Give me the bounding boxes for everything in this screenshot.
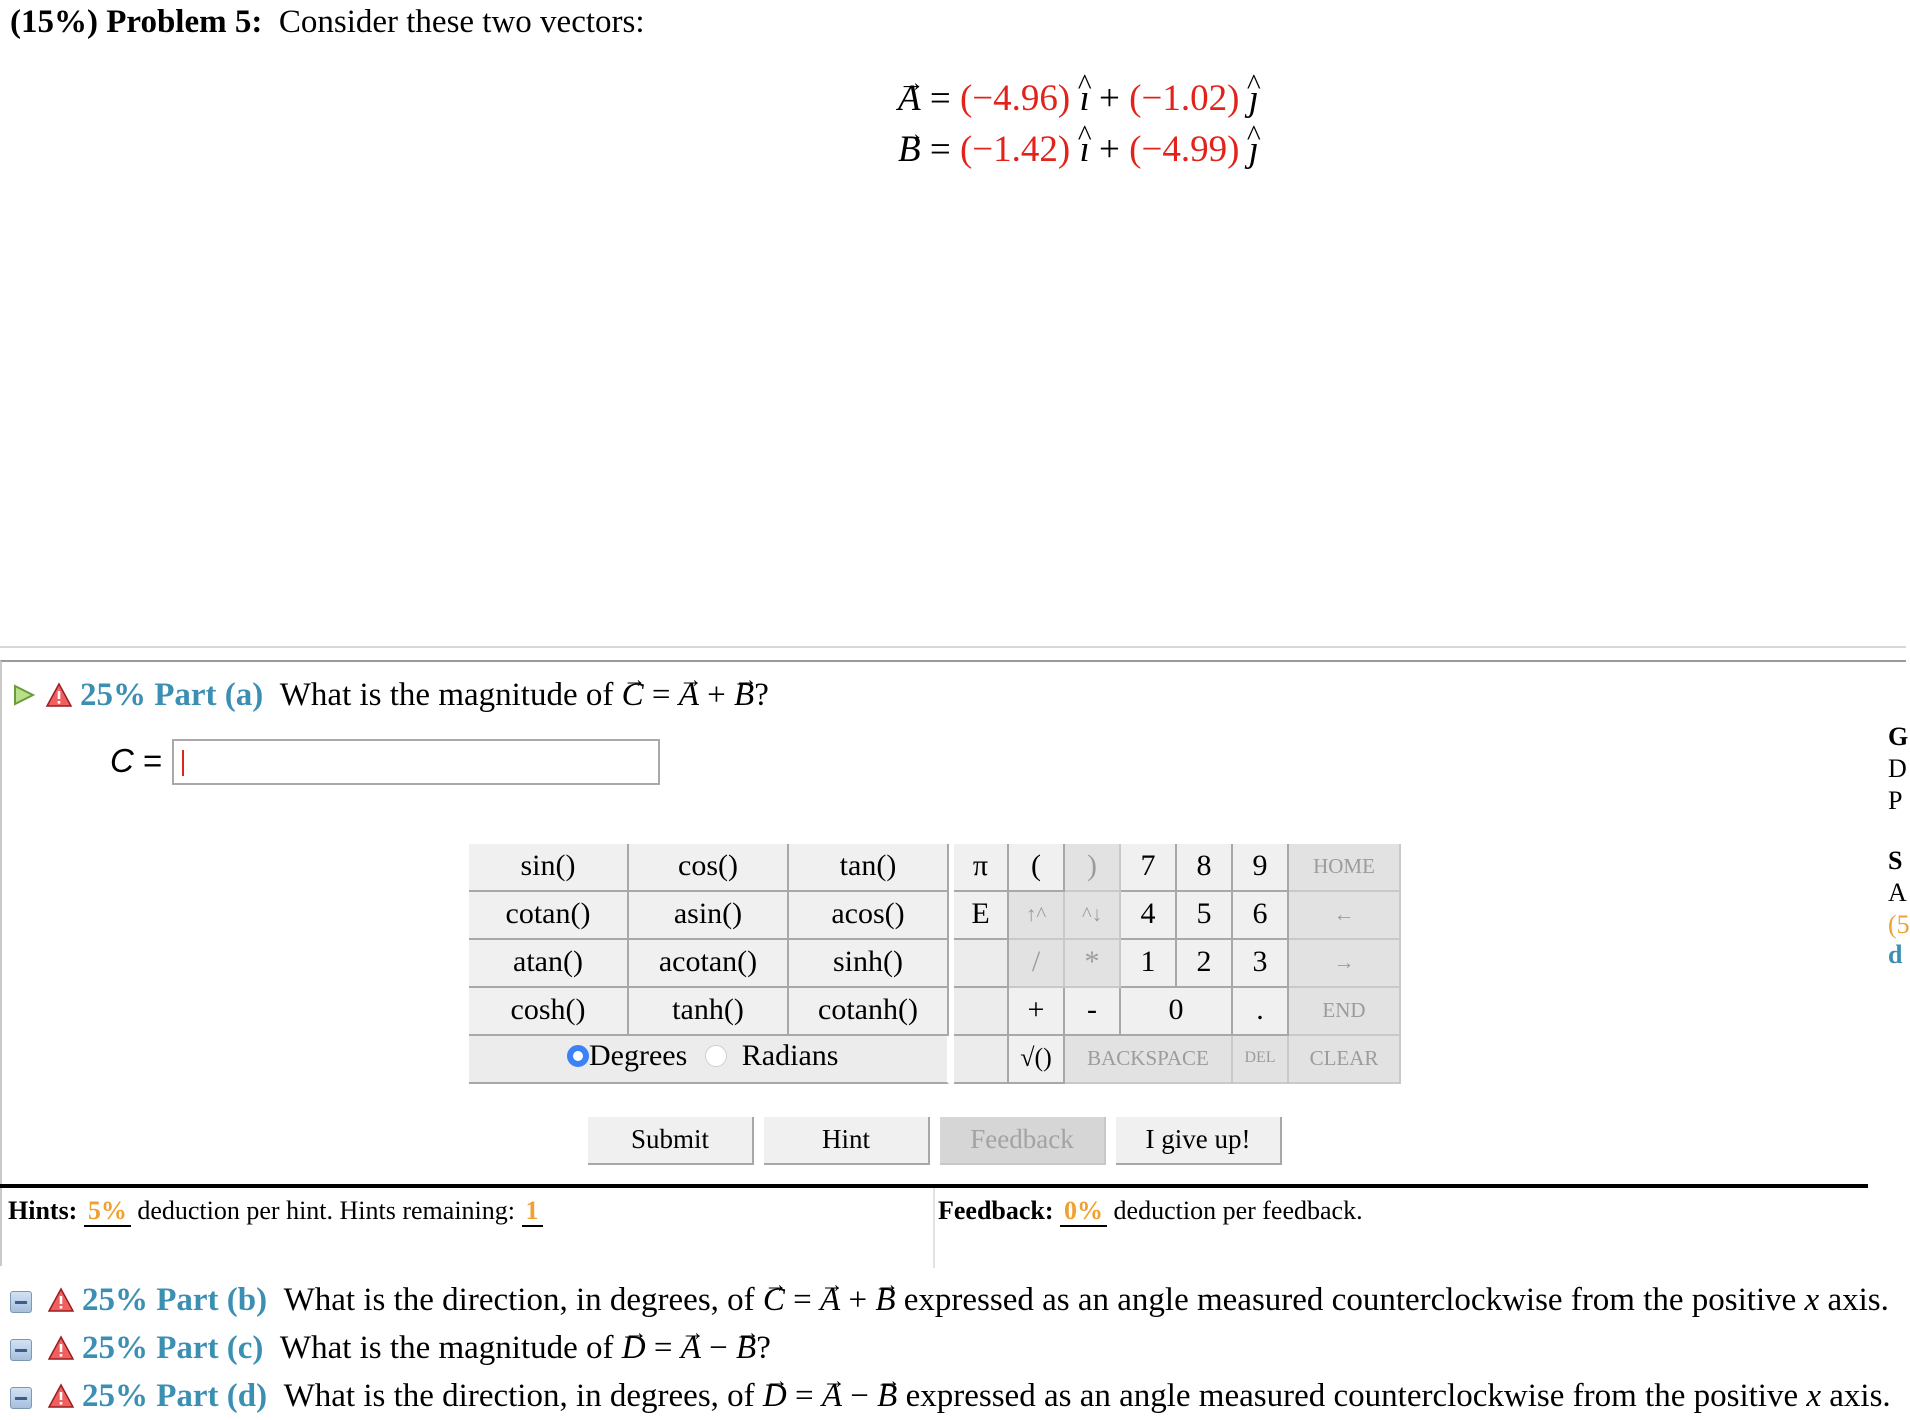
side-panel-text: P [1888,786,1903,815]
part-d-label: Part (d) [156,1378,268,1414]
info-divider [933,1188,935,1268]
open-paren-button[interactable]: ( [1009,844,1065,892]
feedback-deduction: 0% [1060,1197,1107,1227]
degrees-radio[interactable] [567,1045,589,1067]
part-b-row[interactable]: 25% Part (b) What is the direction, in degrees, of → C = → A + → B expressed as an angle measured counterclockwise from the positive x axis. [10,1280,1889,1320]
multiply-button[interactable]: * [1065,940,1121,988]
answer-var: C [110,742,134,779]
side-panel-text: D [1888,754,1907,783]
submit-button[interactable]: Submit [588,1117,754,1165]
problem-title: Problem 5: [106,4,263,40]
part-b-var-a: → A [820,1280,840,1320]
end-button[interactable]: END [1289,988,1401,1036]
part-d-var-a: → A [822,1376,842,1416]
vector-a-symbol: → A [898,74,921,124]
radians-radio[interactable] [705,1045,727,1067]
part-b-percent: 25% [82,1282,148,1318]
feedback-button[interactable]: Feedback [940,1117,1106,1165]
part-d-var-b: → B [877,1376,897,1416]
vector-a-equation: → A = (−4.96) ^ ı + (−1.02) ^ ȷ [898,74,1259,124]
acotan-button[interactable]: acotan() [629,940,789,988]
cosh-button[interactable]: cosh() [469,988,629,1036]
problem-prompt: Consider these two vectors: [278,4,645,40]
home-button[interactable]: HOME [1289,844,1401,892]
digit-3-button[interactable]: 3 [1233,940,1289,988]
part-c-var-b: → B [736,1328,756,1368]
feedback-text: deduction per feedback. [1113,1196,1363,1225]
unit-j-a: ^ ȷ [1249,74,1259,124]
cotanh-button[interactable]: cotanh() [789,988,949,1036]
collapse-icon[interactable] [10,1387,32,1409]
angle-mode-selector [567,1036,838,1076]
hints-label: Hints: [8,1196,78,1225]
part-c-row[interactable]: 25% Part (c) What is the magnitude of → D = → A − → B? [10,1328,771,1368]
hints-remaining: 1 [522,1197,543,1227]
asin-button[interactable]: asin() [629,892,789,940]
vector-b-symbol: → B [898,125,921,175]
superscript-up-button[interactable]: ↑^ [1009,892,1065,940]
vector-a-y: (−1.02) [1129,78,1240,119]
part-c-op: − [709,1330,728,1366]
part-d-row[interactable]: 25% Part (d) What is the direction, in degrees, of → D = → A − → B expressed as an angle measured counterclockwise from the positive x axis. [10,1376,1891,1416]
give-up-button[interactable]: I give up! [1116,1117,1282,1165]
part-b-var-b: → B [875,1280,895,1320]
section-divider [0,646,1906,648]
tanh-button[interactable]: tanh() [629,988,789,1036]
cotan-button[interactable]: cotan() [469,892,629,940]
part-d-question: What is the direction, in degrees, of [283,1378,755,1414]
part-c-var-a: → A [681,1328,701,1368]
answer-label: C = [110,742,163,779]
warning-icon [46,682,72,708]
part-b-op: + [848,1282,868,1318]
part-a-var-c: → C [622,675,644,715]
part-a-qmark: ? [754,677,769,713]
digit-4-button[interactable]: 4 [1121,892,1177,940]
plus-button[interactable]: + [1009,988,1065,1036]
digit-6-button[interactable]: 6 [1233,892,1289,940]
collapse-icon[interactable] [10,1339,32,1361]
hint-deduction: 5% [84,1197,131,1227]
unit-i-b: ^ ı [1080,125,1090,175]
hints-text: deduction per hint. Hints remaining: [137,1196,515,1225]
part-d-percent: 25% [82,1378,148,1414]
part-a-label: Part (a) [154,677,264,713]
sin-button[interactable]: sin() [469,844,629,892]
part-a-var-a: → A [679,675,699,715]
part-b-end: axis. [1827,1282,1889,1318]
part-c-question: What is the magnitude of [279,1330,614,1366]
part-d-end: axis. [1829,1378,1891,1414]
problem-weight: (15%) [10,4,98,40]
hint-button[interactable]: Hint [764,1117,930,1165]
tan-button[interactable]: tan() [789,844,949,892]
clear-button[interactable]: CLEAR [1289,1036,1401,1084]
digit-2-button[interactable]: 2 [1177,940,1233,988]
part-b-axis: x [1804,1282,1820,1318]
part-c-percent: 25% [82,1330,148,1366]
cos-button[interactable]: cos() [629,844,789,892]
digit-0-button[interactable]: 0 [1121,988,1233,1036]
del-button[interactable]: DEL [1233,1036,1289,1084]
part-b-var-c: → C [763,1280,785,1320]
sqrt-button[interactable]: √() [1009,1036,1065,1084]
part-d-op: − [850,1378,869,1414]
part-b-label: Part (b) [156,1282,268,1318]
minus-button[interactable]: - [1065,988,1121,1036]
decimal-point-button[interactable]: . [1233,988,1289,1036]
warning-icon [48,1383,74,1409]
vector-b-y: (−4.99) [1129,129,1240,170]
cursor-left-button[interactable]: ← [1289,892,1401,940]
part-a-var-b: → B [734,675,754,715]
unit-j-b: ^ ȷ [1249,125,1259,175]
part-a-heading: 25% Part (a) What is the magnitude of → C = → A + → B? [12,675,769,715]
part-c-qmark: ? [756,1330,771,1366]
close-paren-button[interactable]: ) [1065,844,1121,892]
hints-info [8,1194,543,1228]
part-c-label: Part (c) [156,1330,264,1366]
feedback-info [938,1194,1363,1228]
cursor-right-button[interactable]: → [1289,940,1401,988]
side-panel-text: A [1888,878,1907,907]
side-panel-text: d [1888,940,1903,969]
part-d-question-tail: expressed as an angle measured counterclockwise from the positive [905,1378,1799,1414]
part-c-var-d: → D [622,1328,646,1368]
part-a-question: What is the magnitude of [279,677,614,713]
atan-button[interactable]: atan() [469,940,629,988]
problem-header [10,2,645,42]
digit-8-button[interactable]: 8 [1177,844,1233,892]
vector-a-x: (−4.96) [959,78,1071,119]
sinh-button[interactable]: sinh() [789,940,949,988]
blank-key-2 [954,988,1009,1036]
part-b-question-tail: expressed as an angle measured counterclockwise from the positive [903,1282,1797,1318]
digit-9-button[interactable]: 9 [1233,844,1289,892]
part-d-axis: x [1806,1378,1822,1414]
side-panel-text: G [1888,722,1909,751]
divide-button[interactable]: / [1009,940,1065,988]
warning-icon [48,1287,74,1313]
answer-input[interactable] [172,739,660,785]
acos-button[interactable]: acos() [789,892,949,940]
vector-b-x: (−1.42) [959,129,1071,170]
text-cursor [182,750,184,776]
part-a-percent: 25% [80,677,146,713]
degrees-label[interactable]: Degrees [589,1039,688,1072]
pi-button[interactable]: π [954,844,1009,892]
feedback-label: Feedback: [938,1196,1054,1225]
expand-play-icon[interactable] [12,683,36,707]
hints-feedback-bar [0,1184,1868,1268]
side-panel-text: (5 [1888,910,1910,939]
unit-i-a: ^ ı [1080,74,1090,124]
vector-b-equation: → B = (−1.42) ^ ı + (−4.99) ^ ȷ [898,125,1259,175]
digit-7-button[interactable]: 7 [1121,844,1177,892]
e-button[interactable]: E [954,892,1009,940]
warning-icon [48,1335,74,1361]
digit-5-button[interactable]: 5 [1177,892,1233,940]
part-d-var-d: → D [763,1376,787,1416]
collapse-icon[interactable] [10,1291,32,1313]
blank-key-3 [954,1036,1009,1084]
digit-1-button[interactable]: 1 [1121,940,1177,988]
side-panel-text: S [1888,846,1903,875]
blank-key-1 [954,940,1009,988]
superscript-down-button[interactable]: ^↓ [1065,892,1121,940]
backspace-button[interactable]: BACKSPACE [1065,1036,1233,1084]
radians-label[interactable]: Radians [741,1039,839,1072]
part-b-question: What is the direction, in degrees, of [283,1282,755,1318]
